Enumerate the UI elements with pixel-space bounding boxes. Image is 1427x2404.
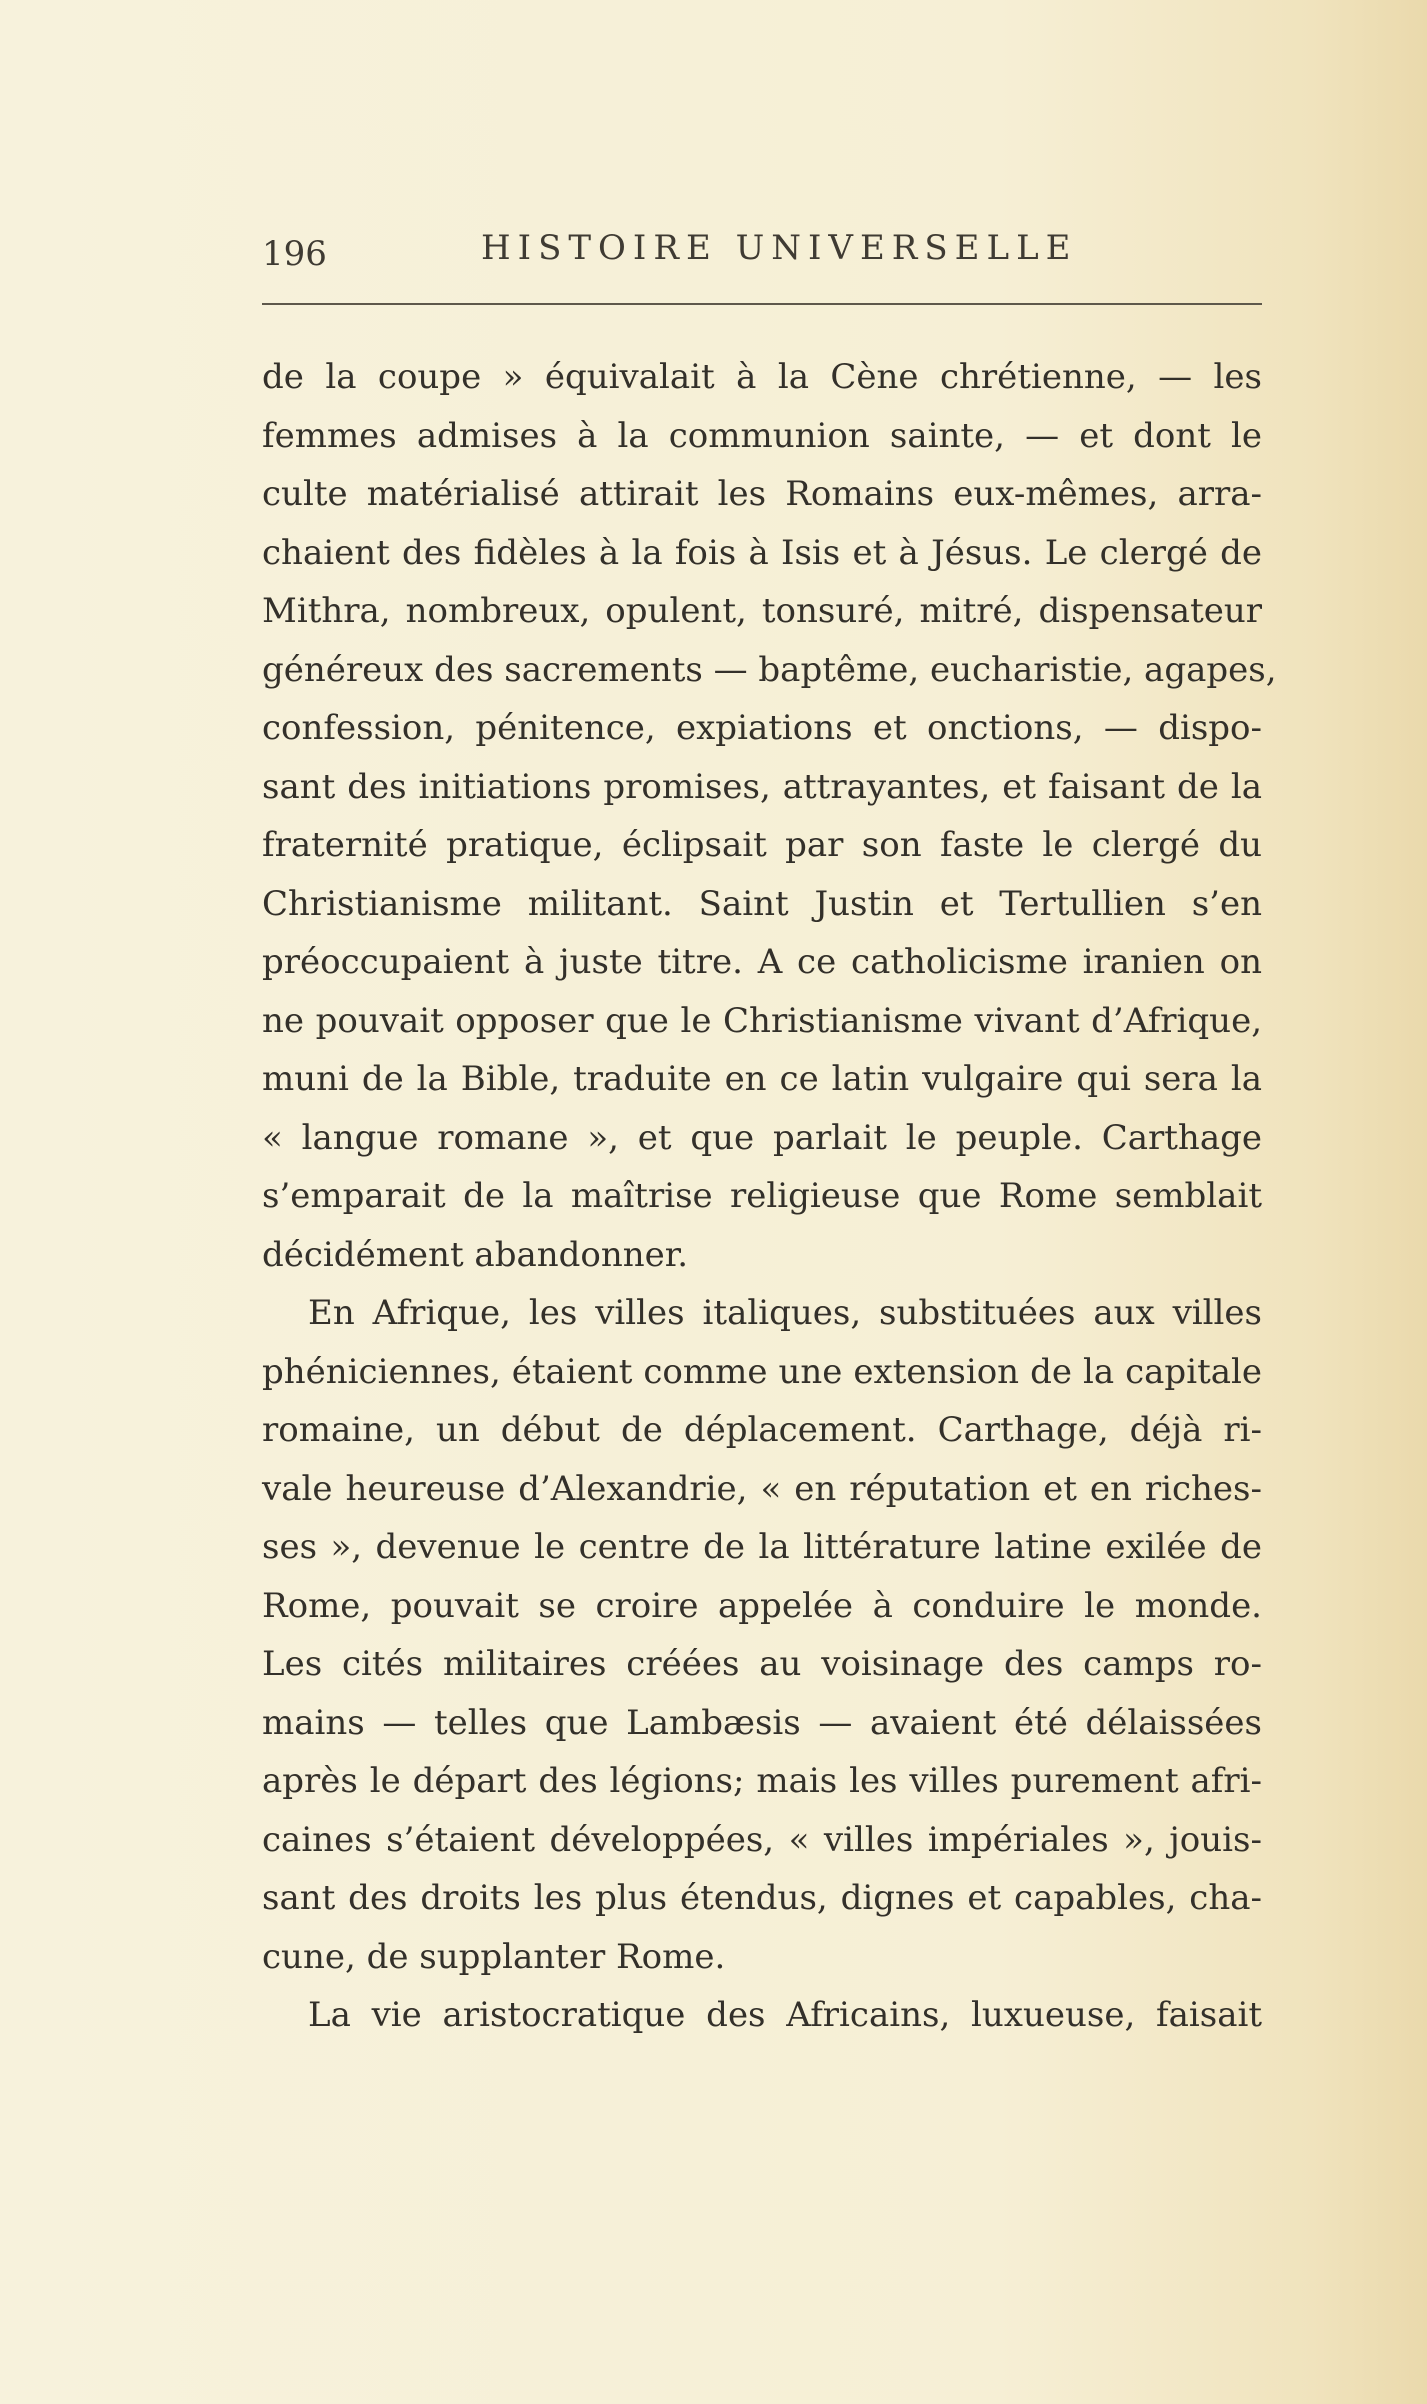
text-line: confession, pénitence, expiations et onctions, — dispo-	[262, 708, 1262, 748]
text-line: cune, de supplanter Rome.	[262, 1936, 726, 1977]
text-line: romaine, un début de déplacement. Carthage, déjà ri-	[262, 1410, 1262, 1450]
text-line: Les cités militaires créées au voisinage des camps ro-	[262, 1644, 1262, 1684]
text-line: « langue romane », et que parlait le peuple. Carthage	[262, 1117, 1262, 1158]
text-line: sant des initiations promises, attrayantes, et faisant de la	[262, 766, 1262, 807]
body-text	[262, 348, 1277, 2045]
text-line: décidément abandonner.	[262, 1234, 689, 1275]
text-line: ne pouvait opposer que le Christianisme vivant d’Afrique,	[262, 1000, 1262, 1041]
text-line: fraternité pratique, éclipsait par son faste le clergé du	[262, 825, 1262, 865]
text-line: ses », devenue le centre de la littérature latine exilée de	[262, 1527, 1262, 1567]
text-line: mains — telles que Lambæsis — avaient été délaissées	[262, 1702, 1262, 1743]
header-rule	[262, 303, 1262, 305]
page-number: 196	[262, 234, 327, 274]
text-line: phéniciennes, étaient comme une extension de la capitale	[262, 1351, 1262, 1392]
text-line: chaient des fidèles à la fois à Isis et à Jésus. Le clergé de	[262, 532, 1262, 573]
text-line: de la coupe » équivalait à la Cène chrétienne, — les	[262, 357, 1262, 397]
text-line: préoccupaient à juste titre. A ce catholicisme iranien on	[262, 942, 1262, 982]
text-line: caines s’étaient développées, « villes impériales », jouis-	[262, 1819, 1262, 1860]
text-line: après le départ des légions; mais les villes purement afri-	[262, 1761, 1262, 1801]
text-line: muni de la Bible, traduite en ce latin vulgaire qui sera la	[262, 1059, 1262, 1099]
text-line: s’emparait de la maîtrise religieuse que Rome semblait	[262, 1176, 1262, 1216]
text-line: La vie aristocratique des Africains, luxueuse, faisait	[308, 1995, 1262, 2035]
page-header	[262, 228, 1262, 278]
text-line: généreux des sacrements — baptême, eucharistie, agapes,	[262, 649, 1277, 690]
text-line: En Afrique, les villes italiques, substituées aux villes	[308, 1293, 1262, 1333]
text-line: femmes admises à la communion sainte, — et dont le	[262, 415, 1262, 456]
text-line: Mithra, nombreux, opulent, tonsuré, mitré, dispensateur	[262, 591, 1262, 631]
text-line: sant des droits les plus étendus, dignes et capables, cha-	[262, 1878, 1262, 1918]
running-title: HISTOIRE UNIVERSELLE	[481, 228, 1078, 268]
text-line: culte matérialisé attirait les Romains eux-mêmes, arra-	[262, 474, 1262, 514]
text-line: vale heureuse d’Alexandrie, « en réputation et en riches-	[262, 1468, 1262, 1509]
text-line: Christianisme militant. Saint Justin et Tertullien s’en	[262, 883, 1262, 924]
text-line: Rome, pouvait se croire appelée à conduire le monde.	[262, 1585, 1262, 1626]
